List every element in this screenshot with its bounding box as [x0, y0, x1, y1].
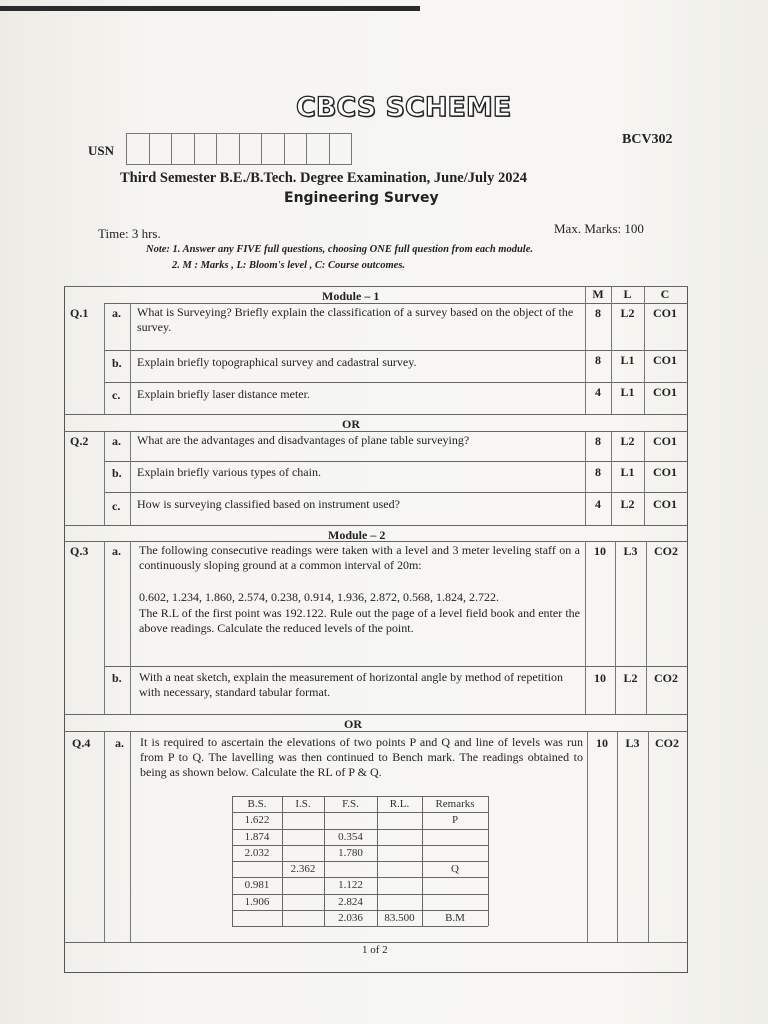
level-table-cell: 2.362 — [290, 863, 316, 875]
level-table-header: R.L. — [389, 798, 410, 810]
part-label: c. — [112, 388, 121, 402]
level-table-col-rule — [377, 796, 378, 926]
level-table-cell: 83.500 — [384, 911, 415, 924]
marks: 10 — [596, 736, 608, 750]
usn-box — [239, 133, 263, 165]
subject-title: Engineering Survey — [284, 190, 439, 206]
page-number: 1 of 2 — [362, 944, 388, 956]
blooms-level: L2 — [620, 306, 635, 320]
level-table-cell: 2.036 — [338, 911, 363, 924]
col-rule — [615, 541, 616, 714]
usn-box — [126, 133, 150, 165]
row-rule — [104, 303, 688, 304]
marks: 8 — [595, 306, 601, 320]
question-number: Q.1 — [70, 306, 89, 320]
row-rule — [64, 714, 688, 715]
course-outcome: CO2 — [655, 736, 679, 750]
part-label: a. — [112, 544, 121, 558]
staff-readings: 0.602, 1.234, 1.860, 2.574, 0.238, 0.914, 1.936, 2.872, 0.568, 1.824, 2.722. — [139, 590, 499, 604]
usn-boxes — [127, 133, 352, 165]
level-table-rule — [232, 812, 488, 813]
level-table-header: I.S. — [295, 798, 311, 810]
course-outcome: CO1 — [653, 385, 677, 399]
part-label: b. — [112, 356, 122, 370]
usn-box — [216, 133, 240, 165]
course-outcome: CO2 — [654, 671, 678, 685]
level-table-cell: 2.824 — [338, 895, 363, 908]
level-table-rule — [232, 796, 488, 797]
level-table-cell: 2.032 — [244, 846, 270, 859]
col-rule — [104, 541, 105, 714]
col-rule — [130, 431, 131, 525]
col-head-m: M — [592, 287, 604, 301]
question-number: Q.4 — [72, 736, 91, 750]
col-rule — [104, 303, 105, 414]
exam-title: Third Semester B.E./B.Tech. Degree Examination, June/July 2024 — [120, 170, 527, 186]
level-table-rule — [232, 926, 488, 927]
marks: 8 — [595, 465, 601, 479]
usn-box — [149, 133, 173, 165]
course-outcome: CO1 — [653, 306, 677, 320]
part-label: a. — [112, 306, 121, 320]
col-rule — [130, 303, 131, 414]
level-table-cell: 1.906 — [244, 895, 270, 908]
level-table-cell: 0.354 — [338, 830, 363, 843]
level-book-table — [232, 796, 488, 926]
blooms-level: L1 — [620, 353, 635, 367]
course-outcome: CO1 — [653, 465, 677, 479]
col-rule — [617, 731, 618, 942]
level-table-rule — [232, 910, 488, 911]
usn-box — [284, 133, 308, 165]
part-label: b. — [112, 671, 122, 685]
blooms-level: L2 — [623, 671, 638, 685]
col-rule — [587, 731, 588, 942]
level-table-cell: 1.622 — [244, 814, 270, 827]
level-table-header: F.S. — [342, 798, 359, 810]
col-head-c: C — [660, 287, 670, 301]
level-table-rule — [232, 829, 488, 830]
level-table-rule — [232, 877, 488, 878]
question-text: What is Surveying? Briefly explain the classification of a survey based on the object of the survey. — [137, 305, 574, 334]
note-line-2: 2. M : Marks , L: Bloom's level , C: Course outcomes. — [172, 260, 406, 271]
level-table-header: Remarks — [435, 798, 475, 810]
course-outcome: CO1 — [653, 353, 677, 367]
row-rule — [104, 461, 688, 462]
usn-box — [306, 133, 330, 165]
max-marks: Max. Marks: 100 — [554, 221, 644, 236]
usn-box — [171, 133, 195, 165]
module-1-heading: Module – 1 — [322, 289, 380, 303]
level-table-cell: 1.122 — [338, 879, 363, 892]
level-table-header: B.S. — [247, 798, 267, 810]
marks: 10 — [594, 544, 606, 558]
blooms-level: L3 — [625, 736, 640, 750]
row-rule — [104, 666, 688, 667]
row-rule — [64, 942, 688, 943]
row-rule — [104, 382, 688, 383]
level-table-cell: 1.874 — [244, 830, 270, 843]
subject-code: BCV302 — [622, 132, 673, 147]
level-table-col-rule — [488, 796, 489, 926]
level-table-rule — [232, 861, 488, 862]
time-allowed: Time: 3 hrs. — [98, 226, 161, 241]
usn-label: USN — [88, 143, 115, 158]
part-label: b. — [112, 466, 122, 480]
marks: 8 — [595, 353, 601, 367]
or-divider: OR — [344, 717, 362, 731]
marks: 10 — [594, 671, 606, 685]
row-rule — [104, 350, 688, 351]
level-table-cell: P — [451, 814, 459, 827]
marks: 4 — [595, 385, 601, 399]
usn-box — [194, 133, 218, 165]
level-table-cell: B.M — [445, 911, 465, 924]
top-edge-line — [0, 6, 420, 11]
blooms-level: L2 — [620, 434, 635, 448]
row-rule — [64, 525, 688, 526]
level-table-cell: 0.981 — [244, 879, 270, 892]
row-rule — [104, 492, 688, 493]
col-rule — [130, 541, 131, 714]
level-table-rule — [232, 894, 488, 895]
question-text: How is surveying classified based on instrument used? — [137, 497, 400, 511]
question-text: Explain briefly various types of chain. — [137, 465, 321, 479]
marks: 8 — [595, 434, 601, 448]
blooms-level: L1 — [620, 465, 635, 479]
question-number: Q.3 — [70, 544, 89, 558]
scheme-stamp: CBCS SCHEME — [296, 92, 512, 123]
module-2-heading: Module – 2 — [328, 528, 386, 542]
col-rule — [104, 431, 105, 525]
question-text: It is required to ascertain the elevations of two points P and Q and line of levels was run from P to Q. The lavelling was then continued to Bench mark. The readings obtained to being as shown below. Calculate the RL of P & Q. — [140, 735, 583, 779]
part-label: c. — [112, 499, 121, 513]
col-head-l: L — [623, 287, 632, 301]
level-table-cell: 1.780 — [338, 846, 363, 859]
blooms-level: L1 — [620, 385, 635, 399]
usn-box — [329, 133, 353, 165]
question-text: What are the advantages and disadvantages of plane table surveying? — [137, 433, 470, 447]
level-table-cell: Q — [451, 863, 459, 875]
row-rule — [64, 431, 688, 432]
col-rule — [646, 541, 647, 714]
blooms-level: L2 — [620, 497, 635, 511]
col-rule — [104, 731, 105, 942]
course-outcome: CO2 — [654, 544, 678, 558]
question-number: Q.2 — [70, 434, 89, 448]
level-table-col-rule — [282, 796, 283, 926]
or-divider: OR — [342, 417, 360, 431]
question-text: The following consecutive readings were taken with a level and 3 meter leveling staff on a continuously sloping ground at a common interval of 20m: — [139, 543, 580, 572]
col-rule — [130, 731, 131, 942]
row-rule — [64, 414, 688, 415]
question-text: Explain briefly topographical survey and cadastral survey. — [137, 355, 417, 369]
col-rule — [585, 541, 586, 714]
col-rule — [648, 731, 649, 942]
course-outcome: CO1 — [653, 497, 677, 511]
marks: 4 — [595, 497, 601, 511]
level-table-rule — [232, 845, 488, 846]
part-label: a. — [115, 736, 124, 750]
course-outcome: CO1 — [653, 434, 677, 448]
question-text: Explain briefly laser distance meter. — [137, 387, 310, 401]
note-line-1: Note: 1. Answer any FIVE full questions, choosing ONE full question from each module. — [146, 244, 533, 255]
blooms-level: L3 — [623, 544, 638, 558]
question-text: With a neat sketch, explain the measurement of horizontal angle by method of repetition with necessary, standard tabular format. — [139, 670, 564, 699]
row-rule — [64, 731, 688, 732]
part-label: a. — [112, 434, 121, 448]
question-text: The R.L of the first point was 192.122. Rule out the page of a level field book and enter the above readings. Calculate the reduced levels of the point. — [139, 606, 580, 635]
usn-box — [261, 133, 285, 165]
